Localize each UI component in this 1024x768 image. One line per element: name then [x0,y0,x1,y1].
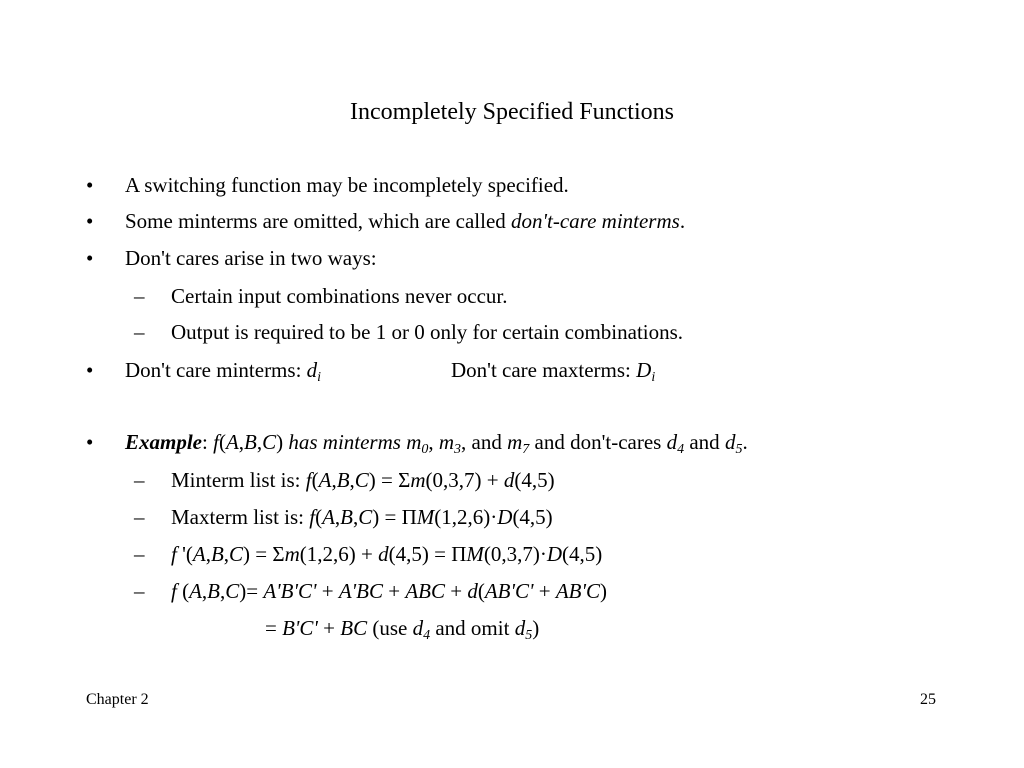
example-text: Example: f(A,B,C) has minterms $m_0$, $m_3$, and $m_7$ and don't-cares $d_4$ and $d_5$. [125,430,748,457]
slide-title: Incompletely Specified Functions [350,99,674,125]
bullet-text-right: Don't care maxterms: $D_i$ [451,358,656,385]
result-text: = B'C' + BC (use $d_4$ and omit $d_5$) [265,616,540,643]
maxterm-list-text: Maxterm list is: f(A,B,C) = ΠM(1,2,6)·D(4,5) [171,505,553,529]
bullet-marker: • [86,209,94,233]
result-line [265,614,539,642]
footer-page-number: 25 [920,691,936,708]
bullet-marker: • [86,246,94,270]
bullet-text: Don't cares arise in two ways: [125,246,377,270]
dash-marker: – [134,579,145,603]
bullet-text: Some minterms are omitted, which are called don't-care minterms. [125,209,686,233]
bullet-text: Don't care minterms: $d_i$ [125,358,322,385]
footer-chapter: Chapter 2 [86,691,149,708]
dash-marker: – [134,284,145,308]
sub-bullet-text: Certain input combinations never occur. [171,284,508,308]
bullet-marker: • [86,173,94,197]
complement-text: f '(A,B,C) = Σm(1,2,6) + d(4,5) = ΠM(0,3,7)·D(4,5) [171,542,603,566]
dash-marker: – [134,468,145,492]
emphasis-text: don't-care minterms [511,209,680,233]
sub-bullet-text: Output is required to be 1 or 0 only for certain combinations. [171,320,684,344]
dash-marker: – [134,542,145,566]
dash-marker: – [134,505,145,529]
minterm-list-text: Minterm list is: f(A,B,C) = Σm(0,3,7) + d(4,5) [171,468,555,492]
example-label: Example [125,430,202,454]
bullet-text: A switching function may be incompletely specified. [125,173,569,197]
expression-text: f (A,B,C)= A'B'C' + A'BC + ABC + d(AB'C' + AB'C) [171,579,608,603]
dash-marker: – [134,320,145,344]
bullet-marker: • [86,430,94,454]
bullet-marker: • [86,358,94,382]
